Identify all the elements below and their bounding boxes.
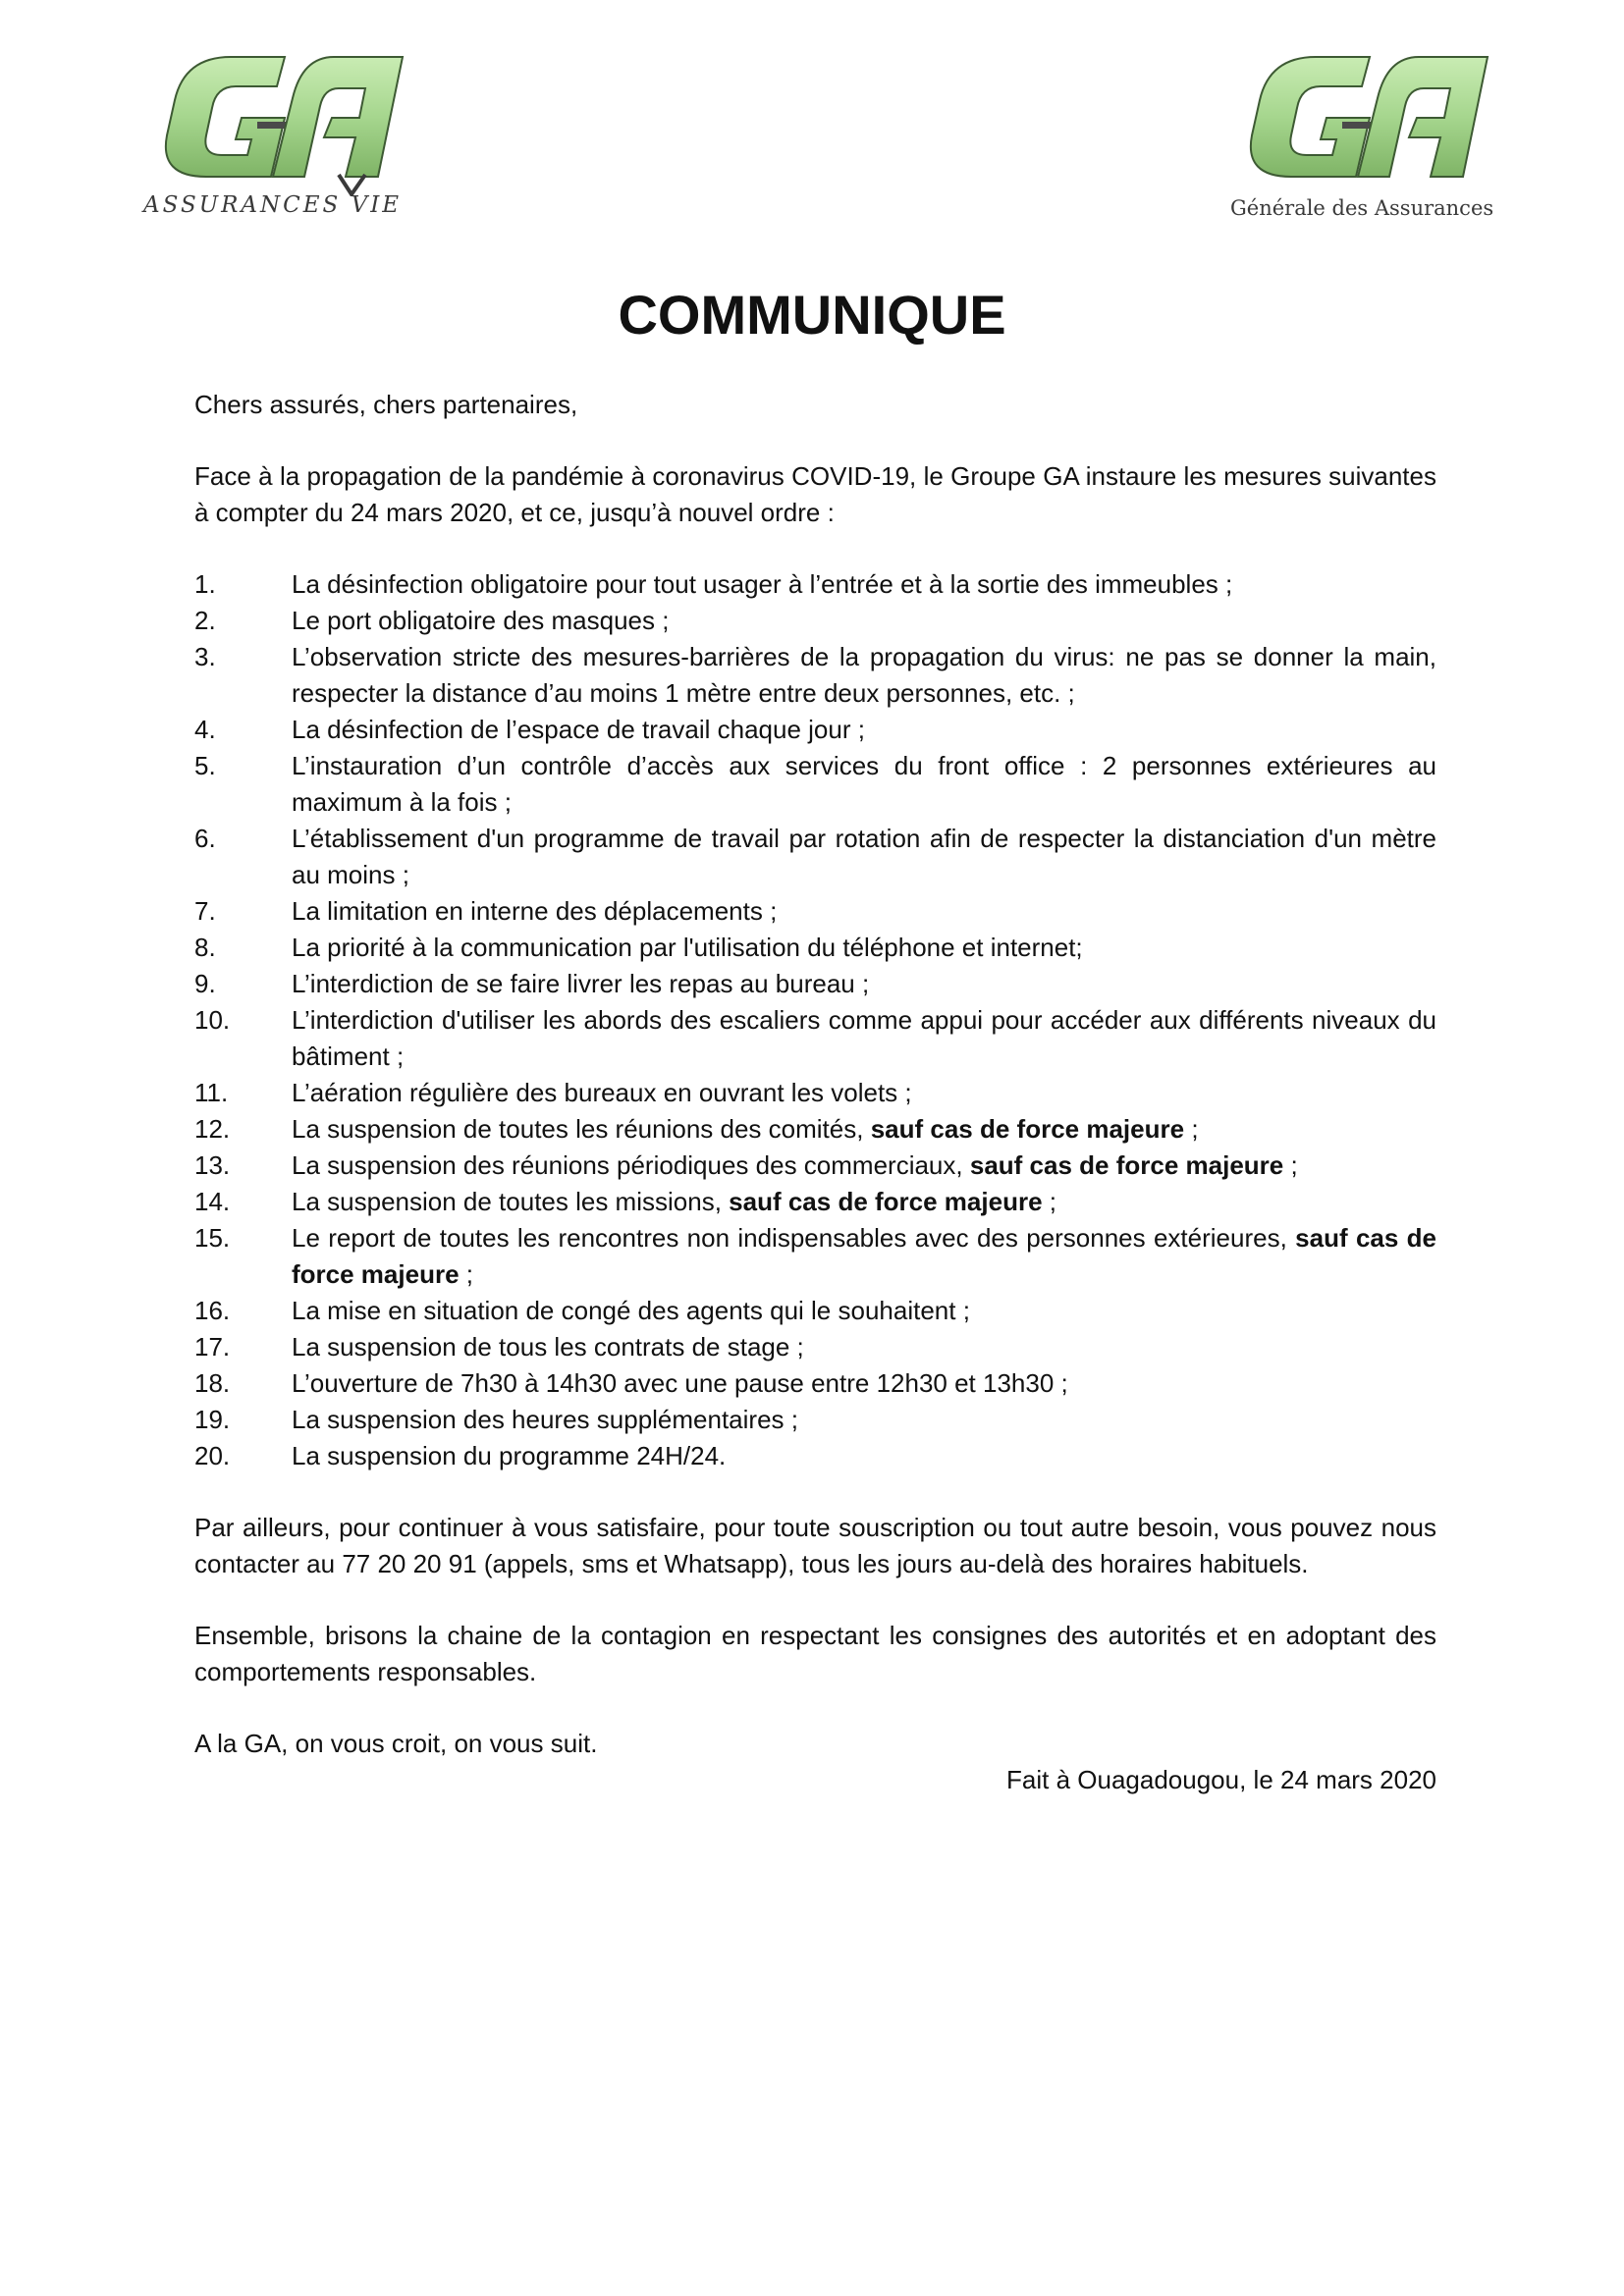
list-item-number: 10. (194, 1005, 231, 1035)
list-item (194, 893, 1436, 930)
list-item (194, 748, 1436, 821)
list-item-text: L’établissement d'un programme de travail par rotation afin de respecter la distanciation d'un mètre au moins ; (292, 824, 1436, 889)
list-item-text: L’instauration d’un contrôle d’accès aux services du front office : 2 personnes extérieures au maximum à la fois ; (292, 751, 1436, 817)
list-item (194, 1402, 1436, 1438)
list-item-text: La suspension des heures supplémentaires ; (292, 1405, 798, 1434)
list-item-text: La suspension des réunions périodiques des commerciaux, (292, 1150, 963, 1180)
list-item (194, 1438, 1436, 1474)
signoff: Fait à Ouagadougou, le 24 mars 2020 (1006, 1765, 1436, 1794)
list-item-emphasis: sauf cas de force majeure (292, 1223, 1437, 1289)
list-item (194, 1329, 1436, 1365)
list-item (194, 1002, 1436, 1075)
list-item-tail: ; (1049, 1187, 1057, 1216)
list-item-text: L’interdiction de se faire livrer les repas au bureau ; (292, 969, 870, 998)
list-item-text: La priorité à la communication par l'utilisation du téléphone et internet; (292, 933, 1083, 962)
list-item-text: La suspension de toutes les réunions des comités, (292, 1114, 864, 1144)
list-item-text: La désinfection obligatoire pour tout usager à l’entrée et à la sortie des immeubles ; (292, 569, 1233, 599)
list-item-number: 16. (194, 1296, 231, 1325)
list-item-text: L’observation stricte des mesures-barrières de la propagation du virus: ne pas se donner la main, respecter la distance d’au moins 1 mètre entre deux personnes, etc. ; (292, 642, 1436, 708)
list-item-number: 18. (194, 1368, 231, 1398)
list-item (194, 1365, 1436, 1402)
list-item-text: La suspension du programme 24H/24. (292, 1441, 727, 1470)
list-item-emphasis: sauf cas de force majeure (729, 1187, 1043, 1216)
list-item-text: La désinfection de l’espace de travail chaque jour ; (292, 715, 865, 744)
list-item-tail: ; (1191, 1114, 1199, 1144)
list-item-number: 5. (194, 751, 216, 780)
list-item-number: 13. (194, 1150, 231, 1180)
list-item-text: L’ouverture de 7h30 à 14h30 avec une pause entre 12h30 et 13h30 ; (292, 1368, 1068, 1398)
list-item (194, 821, 1436, 893)
list-item (194, 1075, 1436, 1111)
list-item (194, 930, 1436, 966)
measures-list (194, 566, 1436, 1474)
list-item-text: La limitation en interne des déplacements ; (292, 896, 778, 926)
list-item-tail: ; (465, 1259, 473, 1289)
list-item-text: La suspension de toutes les missions, (292, 1187, 722, 1216)
list-item (194, 639, 1436, 712)
list-item-number: 6. (194, 824, 216, 853)
list-item-number: 14. (194, 1187, 231, 1216)
list-item (194, 1111, 1436, 1148)
list-item (194, 1293, 1436, 1329)
list-item (194, 712, 1436, 748)
list-item-number: 4. (194, 715, 216, 744)
greeting: Chers assurés, chers partenaires, (194, 390, 578, 419)
list-item-number: 11. (194, 1078, 229, 1107)
list-item-number: 9. (194, 969, 216, 998)
motto: A la GA, on vous croit, on vous suit. (194, 1729, 598, 1758)
intro-paragraph: Face à la propagation de la pandémie à coronavirus COVID-19, le Groupe GA instaure les mesures suivantes à compter du 24 mars 2020, et ce, jusqu’à nouvel ordre : (194, 461, 1436, 527)
list-item-text: Le report de toutes les rencontres non indispensables avec des personnes extérieures, (292, 1223, 1287, 1253)
assurances-vie-logo (137, 49, 422, 226)
list-item-text: L’interdiction d'utiliser les abords des escaliers comme appui pour accéder aux différents niveaux du bâtiment ; (292, 1005, 1436, 1071)
list-item (194, 1220, 1436, 1293)
list-item-emphasis: sauf cas de force majeure (969, 1150, 1284, 1180)
list-item-text: Le port obligatoire des masques ; (292, 606, 670, 635)
list-item-number: 20. (194, 1441, 231, 1470)
list-item (194, 603, 1436, 639)
contact-paragraph: Par ailleurs, pour continuer à vous satisfaire, pour toute souscription ou tout autre besoin, vous pouvez nous contacter au 77 20 20 91 (appels, sms et Whatsapp), tous les jours au-delà des horaires habituels. (194, 1513, 1436, 1578)
list-item-number: 8. (194, 933, 216, 962)
generale-des-assurances-logo (1222, 49, 1507, 226)
list-item-number: 12. (194, 1114, 231, 1144)
list-item-number: 3. (194, 642, 216, 671)
list-item (194, 566, 1436, 603)
list-item-text: La suspension de tous les contrats de stage ; (292, 1332, 804, 1362)
closing-paragraph: Ensemble, brisons la chaine de la contagion en respectant les consignes des autorités et en adoptant des comportements responsables. (194, 1621, 1436, 1686)
list-item-tail: ; (1290, 1150, 1298, 1180)
ga-logo-icon (137, 49, 422, 196)
list-item-emphasis: sauf cas de force majeure (870, 1114, 1185, 1144)
list-item-number: 1. (194, 569, 216, 599)
list-item-number: 19. (194, 1405, 231, 1434)
list-item-number: 2. (194, 606, 216, 635)
list-item-number: 15. (194, 1223, 231, 1253)
list-item-text: La mise en situation de congé des agents qui le souhaitent ; (292, 1296, 970, 1325)
ga-logo-icon (1222, 49, 1507, 196)
document-body (194, 387, 1436, 1798)
page-title: COMMUNIQUE (618, 284, 1006, 346)
list-item (194, 966, 1436, 1002)
list-item (194, 1148, 1436, 1184)
list-item-number: 7. (194, 896, 216, 926)
list-item-text: L’aération régulière des bureaux en ouvrant les volets ; (292, 1078, 912, 1107)
logo-caption: Générale des Assurances (1230, 196, 1494, 220)
list-item (194, 1184, 1436, 1220)
logo-caption: ASSURANCES VIE (143, 192, 403, 218)
list-item-number: 17. (194, 1332, 231, 1362)
